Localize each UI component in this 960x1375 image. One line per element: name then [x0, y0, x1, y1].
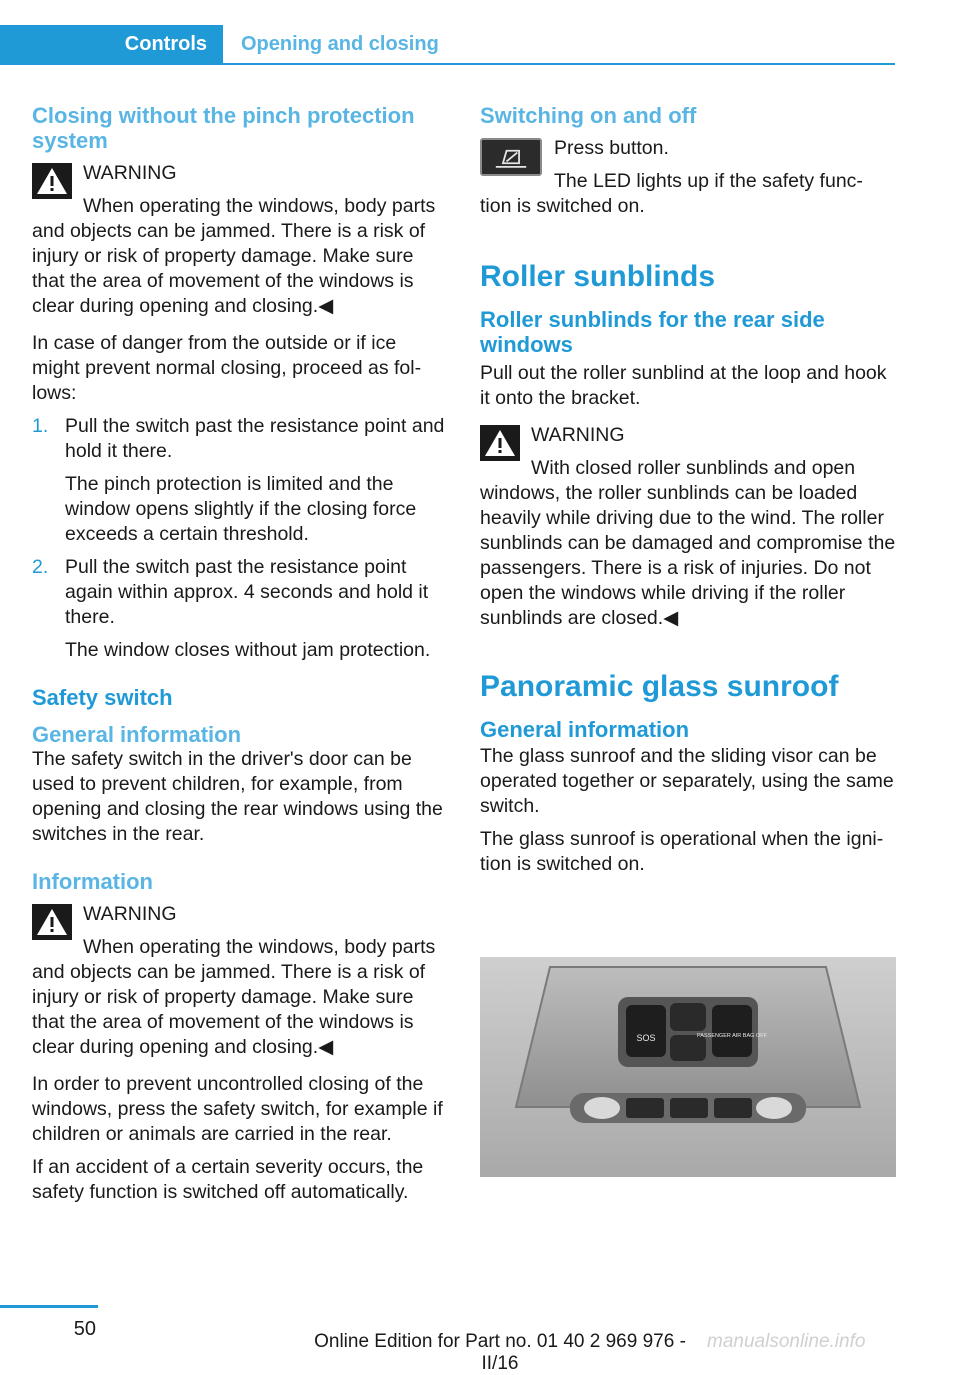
warning-triangle-icon	[32, 163, 72, 199]
airbag-label: PASSENGER AIR BAG OFF	[697, 1033, 767, 1039]
warning-first-line: When operating the windows, body parts	[83, 195, 436, 217]
sunroof-general-heading: General information	[480, 717, 690, 742]
step-number: 2.	[32, 556, 49, 578]
edition-text: Online Edition for Part no. 01 40 2 969 976 - II/16	[314, 1331, 686, 1374]
danger-intro: In case of danger from the outside or if ice might prevent normal closing, proceed as fol‐ lows:	[32, 332, 422, 404]
warning-text: windows, the roller sunblinds can be loaded heavily while driving due to the wind. The roller sunblinds can be damaged and compromise the passengers. There is a risk of injuries. Do not open the windows while driving if the roller sunblinds are closed.◀	[480, 482, 896, 629]
prevent-text: In order to prevent uncontrolled closing of the windows, press the safety switch, for example if children or animals are carried in the rear.	[32, 1073, 443, 1145]
general-info-heading: General information	[32, 722, 242, 747]
sunroof-text-1: The glass sunroof and the sliding visor can be operated together or separately, using the same switch.	[480, 745, 894, 817]
warning-text: and objects can be jammed. There is a risk of injury or risk of property damage. Make sure that the area of movement of the windows is clear during opening and closing.◀	[32, 961, 426, 1058]
warning-first-line: With closed roller sunblinds and open	[531, 457, 856, 479]
step-text: Pull the switch past the resistance point again within approx. 4 seconds and hold it there.	[65, 556, 429, 628]
chapter-label: Controls	[124, 32, 207, 55]
switching-heading: Switching on and off	[480, 103, 697, 128]
closing-heading: Closing without the pinch protection system	[32, 103, 415, 153]
information-heading: Information	[32, 869, 153, 894]
sunroof-text-2: The glass sunroof is operational when the igni‐ tion is switched on.	[480, 828, 884, 875]
overhead-console-illustration	[480, 957, 896, 1177]
roller-sunblinds-heading: Roller sunblinds	[480, 260, 716, 293]
roller-text: Pull out the roller sunblind at the loop and hook it onto the bracket.	[480, 362, 887, 409]
press-button-text: Press button.	[554, 137, 669, 159]
watermark: manualsonline.info	[707, 1331, 866, 1352]
list-item	[32, 555, 447, 663]
warning-first-line: When operating the windows, body parts	[83, 936, 436, 958]
left-column	[32, 103, 447, 1213]
sos-label: SOS	[636, 1033, 656, 1043]
step-number: 1.	[32, 415, 49, 437]
section-tab: Opening and closing	[241, 33, 439, 55]
warning-label: WARNING	[531, 424, 625, 446]
page-number: 50	[73, 1318, 96, 1340]
warning-block	[32, 161, 447, 319]
roller-rear-heading: Roller sunblinds for the rear side windows	[480, 307, 825, 357]
led-text-rest: tion is switched on.	[480, 195, 645, 217]
led-text-first: The LED lights up if the safety func‐	[554, 170, 863, 192]
accident-text: If an accident of a certain severity occurs, the safety function is switched off automatically.	[32, 1156, 424, 1203]
general-info-text: The safety switch in the driver's door can be used to prevent children, for example, from opening and closing the rear windows using the switches in the rear.	[32, 748, 443, 845]
right-column	[480, 103, 896, 885]
footer-rule	[0, 1305, 98, 1308]
warning-triangle-icon	[32, 904, 72, 940]
warning-block	[32, 902, 447, 1060]
step-subtext: The window closes without jam protection.	[65, 639, 431, 661]
warning-label: WARNING	[83, 903, 177, 925]
steps-list	[32, 414, 447, 663]
list-item	[32, 414, 447, 547]
header-bar	[0, 25, 895, 65]
chapter-tab	[0, 25, 223, 63]
window-lock-button-icon	[480, 138, 542, 176]
warning-block	[480, 423, 896, 631]
sunroof-heading: Panoramic glass sunroof	[480, 670, 839, 703]
warning-triangle-icon	[480, 425, 520, 461]
overhead-console-image	[480, 957, 896, 1177]
warning-text: and objects can be jammed. There is a risk of injury or risk of property damage. Make sure that the area of movement of the windows is clear during opening and closing.◀	[32, 220, 426, 317]
step-subtext: The pinch protection is limited and the window opens slightly if the closing force exceeds a certain threshold.	[65, 473, 417, 545]
safety-switch-heading: Safety switch	[32, 685, 173, 710]
warning-label: WARNING	[83, 162, 177, 184]
step-text: Pull the switch past the resistance point and hold it there.	[65, 415, 445, 462]
safety-switch-block	[480, 136, 896, 219]
